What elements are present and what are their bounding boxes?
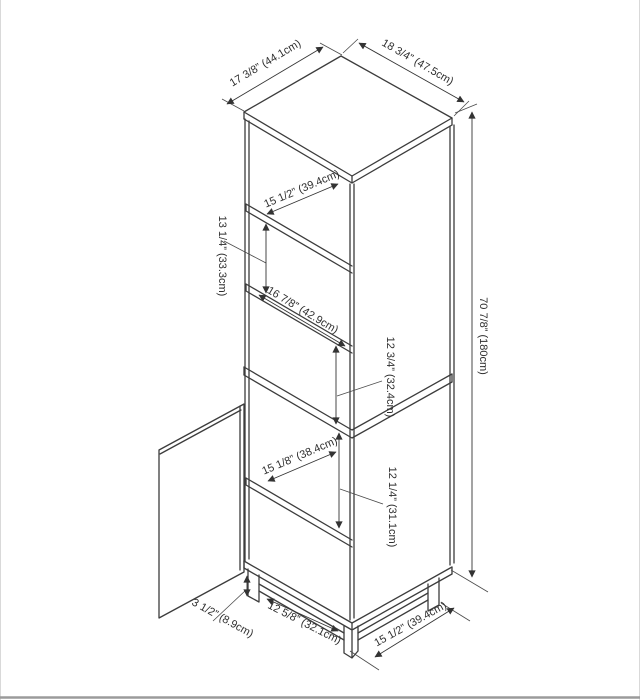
dim-upper-shelf-depth-label: 15 1/2” (39.4cm) [262,167,342,211]
shelf-1 [246,204,352,273]
dim-overall-height-label: 70 7/8” (180cm) [477,297,489,375]
dim-base-depth-label: 12 5/8” (32.1cm) [265,599,344,647]
dim-base-width-label: 15 1/2” (39.4cm) [372,599,449,650]
dim-lower-compartment-label: 12 1/4” (31.1cm) [386,466,398,548]
dim-top-width-label: 18 3/4” (47.5cm) [379,37,456,88]
dim-middle-compartment-label: 12 3/4” (32.4cm) [384,336,396,418]
extension-lines [222,39,488,670]
dim-top-depth-label: 17 3/8” (44.1cm) [227,37,304,90]
dim-lower-shelf-depth-label: 15 1/8” (38.4cm) [260,434,340,478]
dim-middle-shelf-width-label: 16 7/8” (42.9cm) [264,284,341,337]
shelf-3 [246,478,352,547]
dim-foot-height-label: 3 1/2” (8.9cm) [189,596,256,641]
dim-upper-compartment-label: 13 1/4” (33.3cm) [216,215,228,297]
open-door-panel [159,404,244,618]
mid-divider-panel [244,367,452,438]
